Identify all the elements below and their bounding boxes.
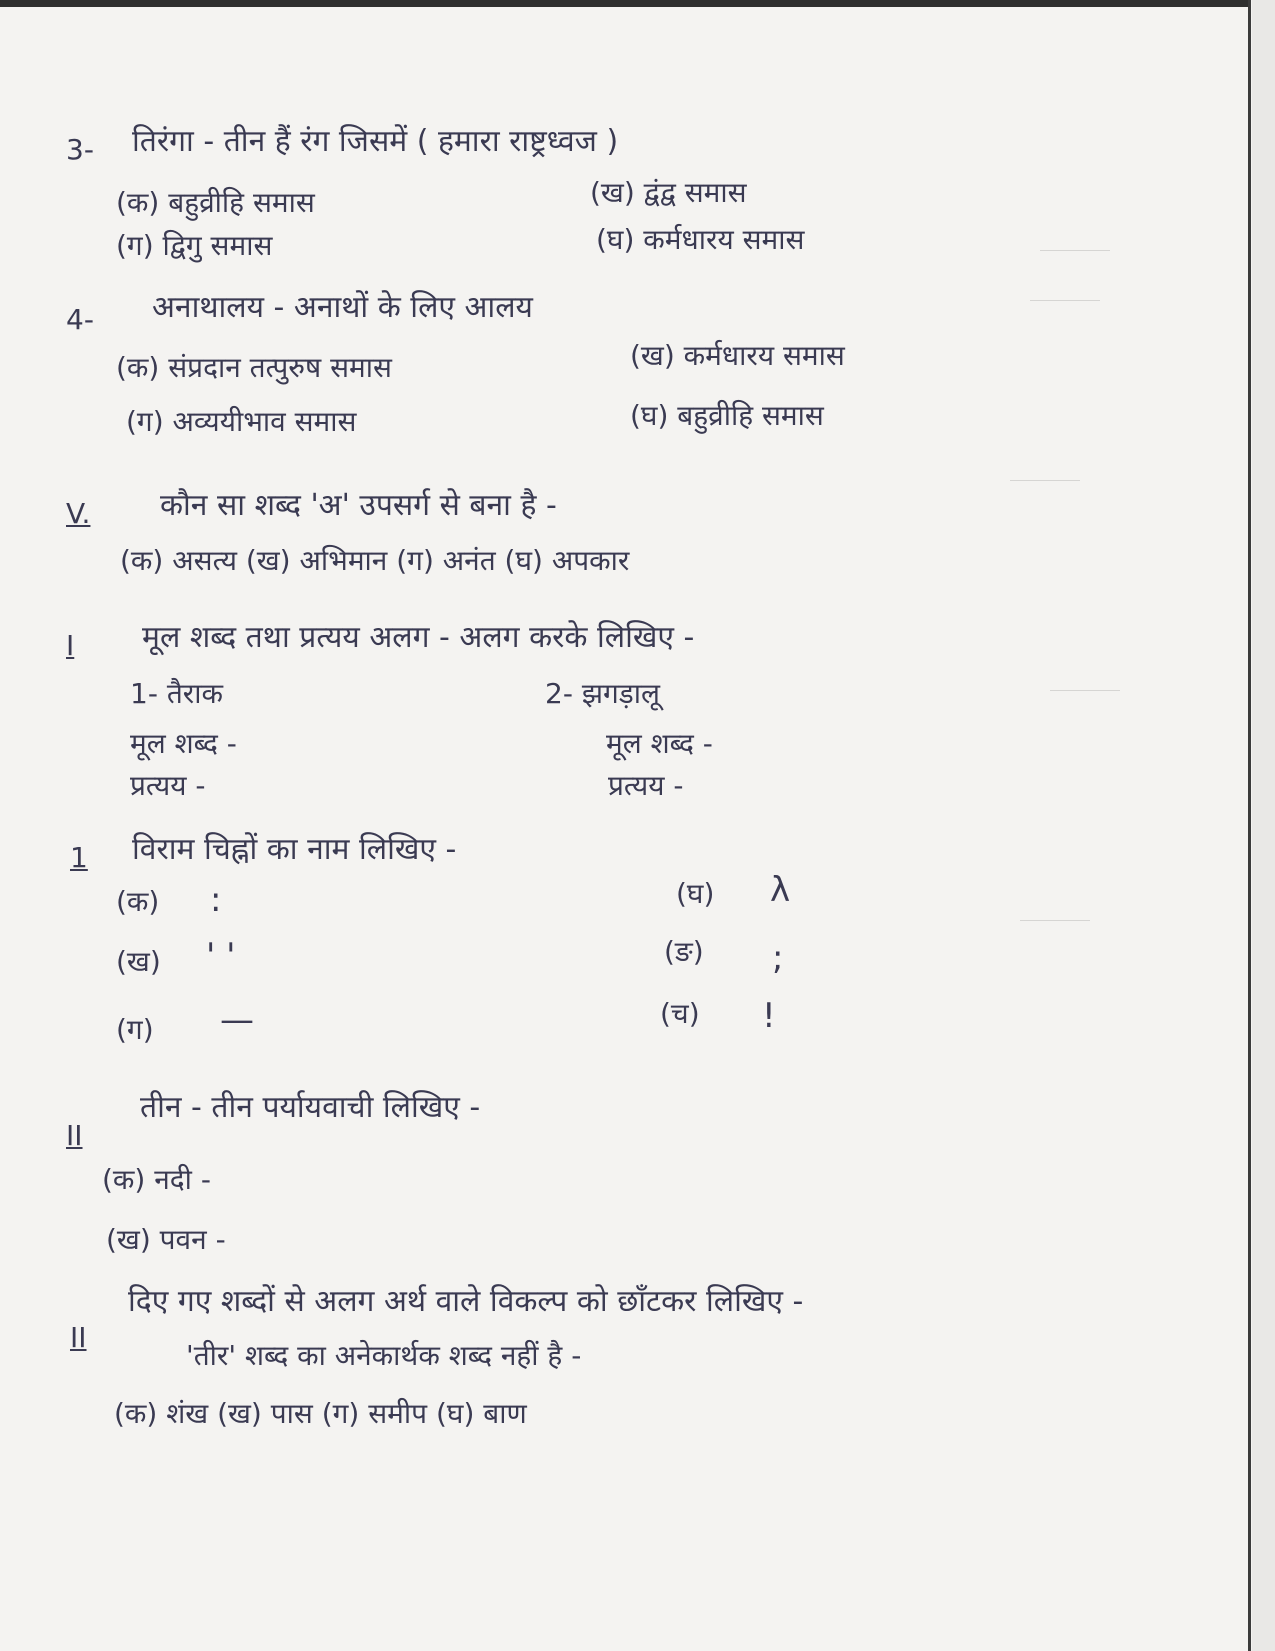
q7-a-label: (क): [116, 885, 160, 918]
q3-option-d: (घ) कर्मधारय समास: [596, 223, 805, 256]
q7-d-label: (घ): [676, 877, 715, 910]
q5-text: कौन सा शब्द 'अ' उपसर्ग से बना है -: [160, 488, 557, 523]
q7-number: 1: [70, 841, 88, 874]
bleed-through-mark: [1020, 920, 1090, 921]
q9-subquestion: 'तीर' शब्द का अनेकार्थक शब्द नहीं है -: [186, 1339, 582, 1372]
q5-options: (क) असत्य (ख) अभिमान (ग) अनंत (घ) अपकार: [120, 544, 630, 577]
bleed-through-mark: [1030, 300, 1100, 301]
scan-top-edge: [0, 0, 1250, 7]
q7-a-mark: :: [210, 880, 222, 920]
q5-number: V.: [66, 497, 91, 530]
q6-item-1: 1- तैराक: [130, 677, 223, 710]
q7-c-label: (ग): [116, 1013, 154, 1046]
q7-b-mark: ' ': [206, 936, 236, 976]
q7-e-mark: ;: [772, 938, 784, 978]
q9-number: II: [70, 1321, 87, 1354]
bleed-through-mark: [1050, 690, 1120, 691]
q4-option-c: (ग) अव्ययीभाव समास: [126, 405, 357, 438]
q7-text: विराम चिह्नों का नाम लिखिए -: [132, 832, 457, 867]
q6-text: मूल शब्द तथा प्रत्यय अलग - अलग करके लिखिए -: [142, 620, 695, 655]
q9-options: (क) शंख (ख) पास (ग) समीप (घ) बाण: [114, 1397, 527, 1430]
bleed-through-mark: [1040, 250, 1110, 251]
q6-number: I: [66, 629, 75, 662]
q4-option-a: (क) संप्रदान तत्पुरुष समास: [116, 351, 392, 384]
q6-item-2: 2- झगड़ालू: [545, 677, 660, 710]
q8-item-b: (ख) पवन -: [106, 1223, 226, 1256]
scan-right-margin: [1252, 0, 1275, 1651]
q3-number: 3-: [66, 133, 94, 166]
q7-c-mark: —: [220, 1000, 254, 1040]
q8-number: II: [66, 1119, 83, 1152]
q8-text: तीन - तीन पर्यायवाची लिखिए -: [140, 1090, 481, 1125]
q3-option-c: (ग) द्विगु समास: [116, 229, 273, 262]
q4-text: अनाथालय - अनाथों के लिए आलय: [152, 290, 533, 325]
q8-item-a: (क) नदी -: [102, 1163, 211, 1196]
q6-root-word-1: मूल शब्द -: [130, 727, 237, 760]
q7-b-label: (ख): [116, 945, 161, 978]
q3-text: तिरंगा - तीन हैं रंग जिसमें ( हमारा राष्ट्रध्वज ): [132, 124, 619, 159]
bleed-through-mark: [1010, 480, 1080, 481]
scan-right-edge: [1248, 0, 1251, 1651]
q6-suffix-1: प्रत्यय -: [130, 769, 206, 802]
q4-number: 4-: [66, 303, 94, 336]
q6-suffix-2: प्रत्यय -: [608, 769, 684, 802]
q7-d-mark: λ: [770, 870, 791, 910]
q7-f-mark: !: [762, 996, 776, 1036]
q4-option-b: (ख) कर्मधारय समास: [630, 339, 845, 372]
q7-f-label: (च): [660, 997, 700, 1030]
q7-e-label: (ङ): [664, 935, 704, 968]
q6-root-word-2: मूल शब्द -: [606, 727, 713, 760]
q3-option-a: (क) बहुव्रीहि समास: [116, 186, 315, 219]
q4-option-d: (घ) बहुव्रीहि समास: [630, 399, 824, 432]
q9-text: दिए गए शब्दों से अलग अर्थ वाले विकल्प को छाँटकर लिखिए -: [128, 1284, 804, 1319]
q3-option-b: (ख) द्वंद्व समास: [590, 176, 747, 209]
